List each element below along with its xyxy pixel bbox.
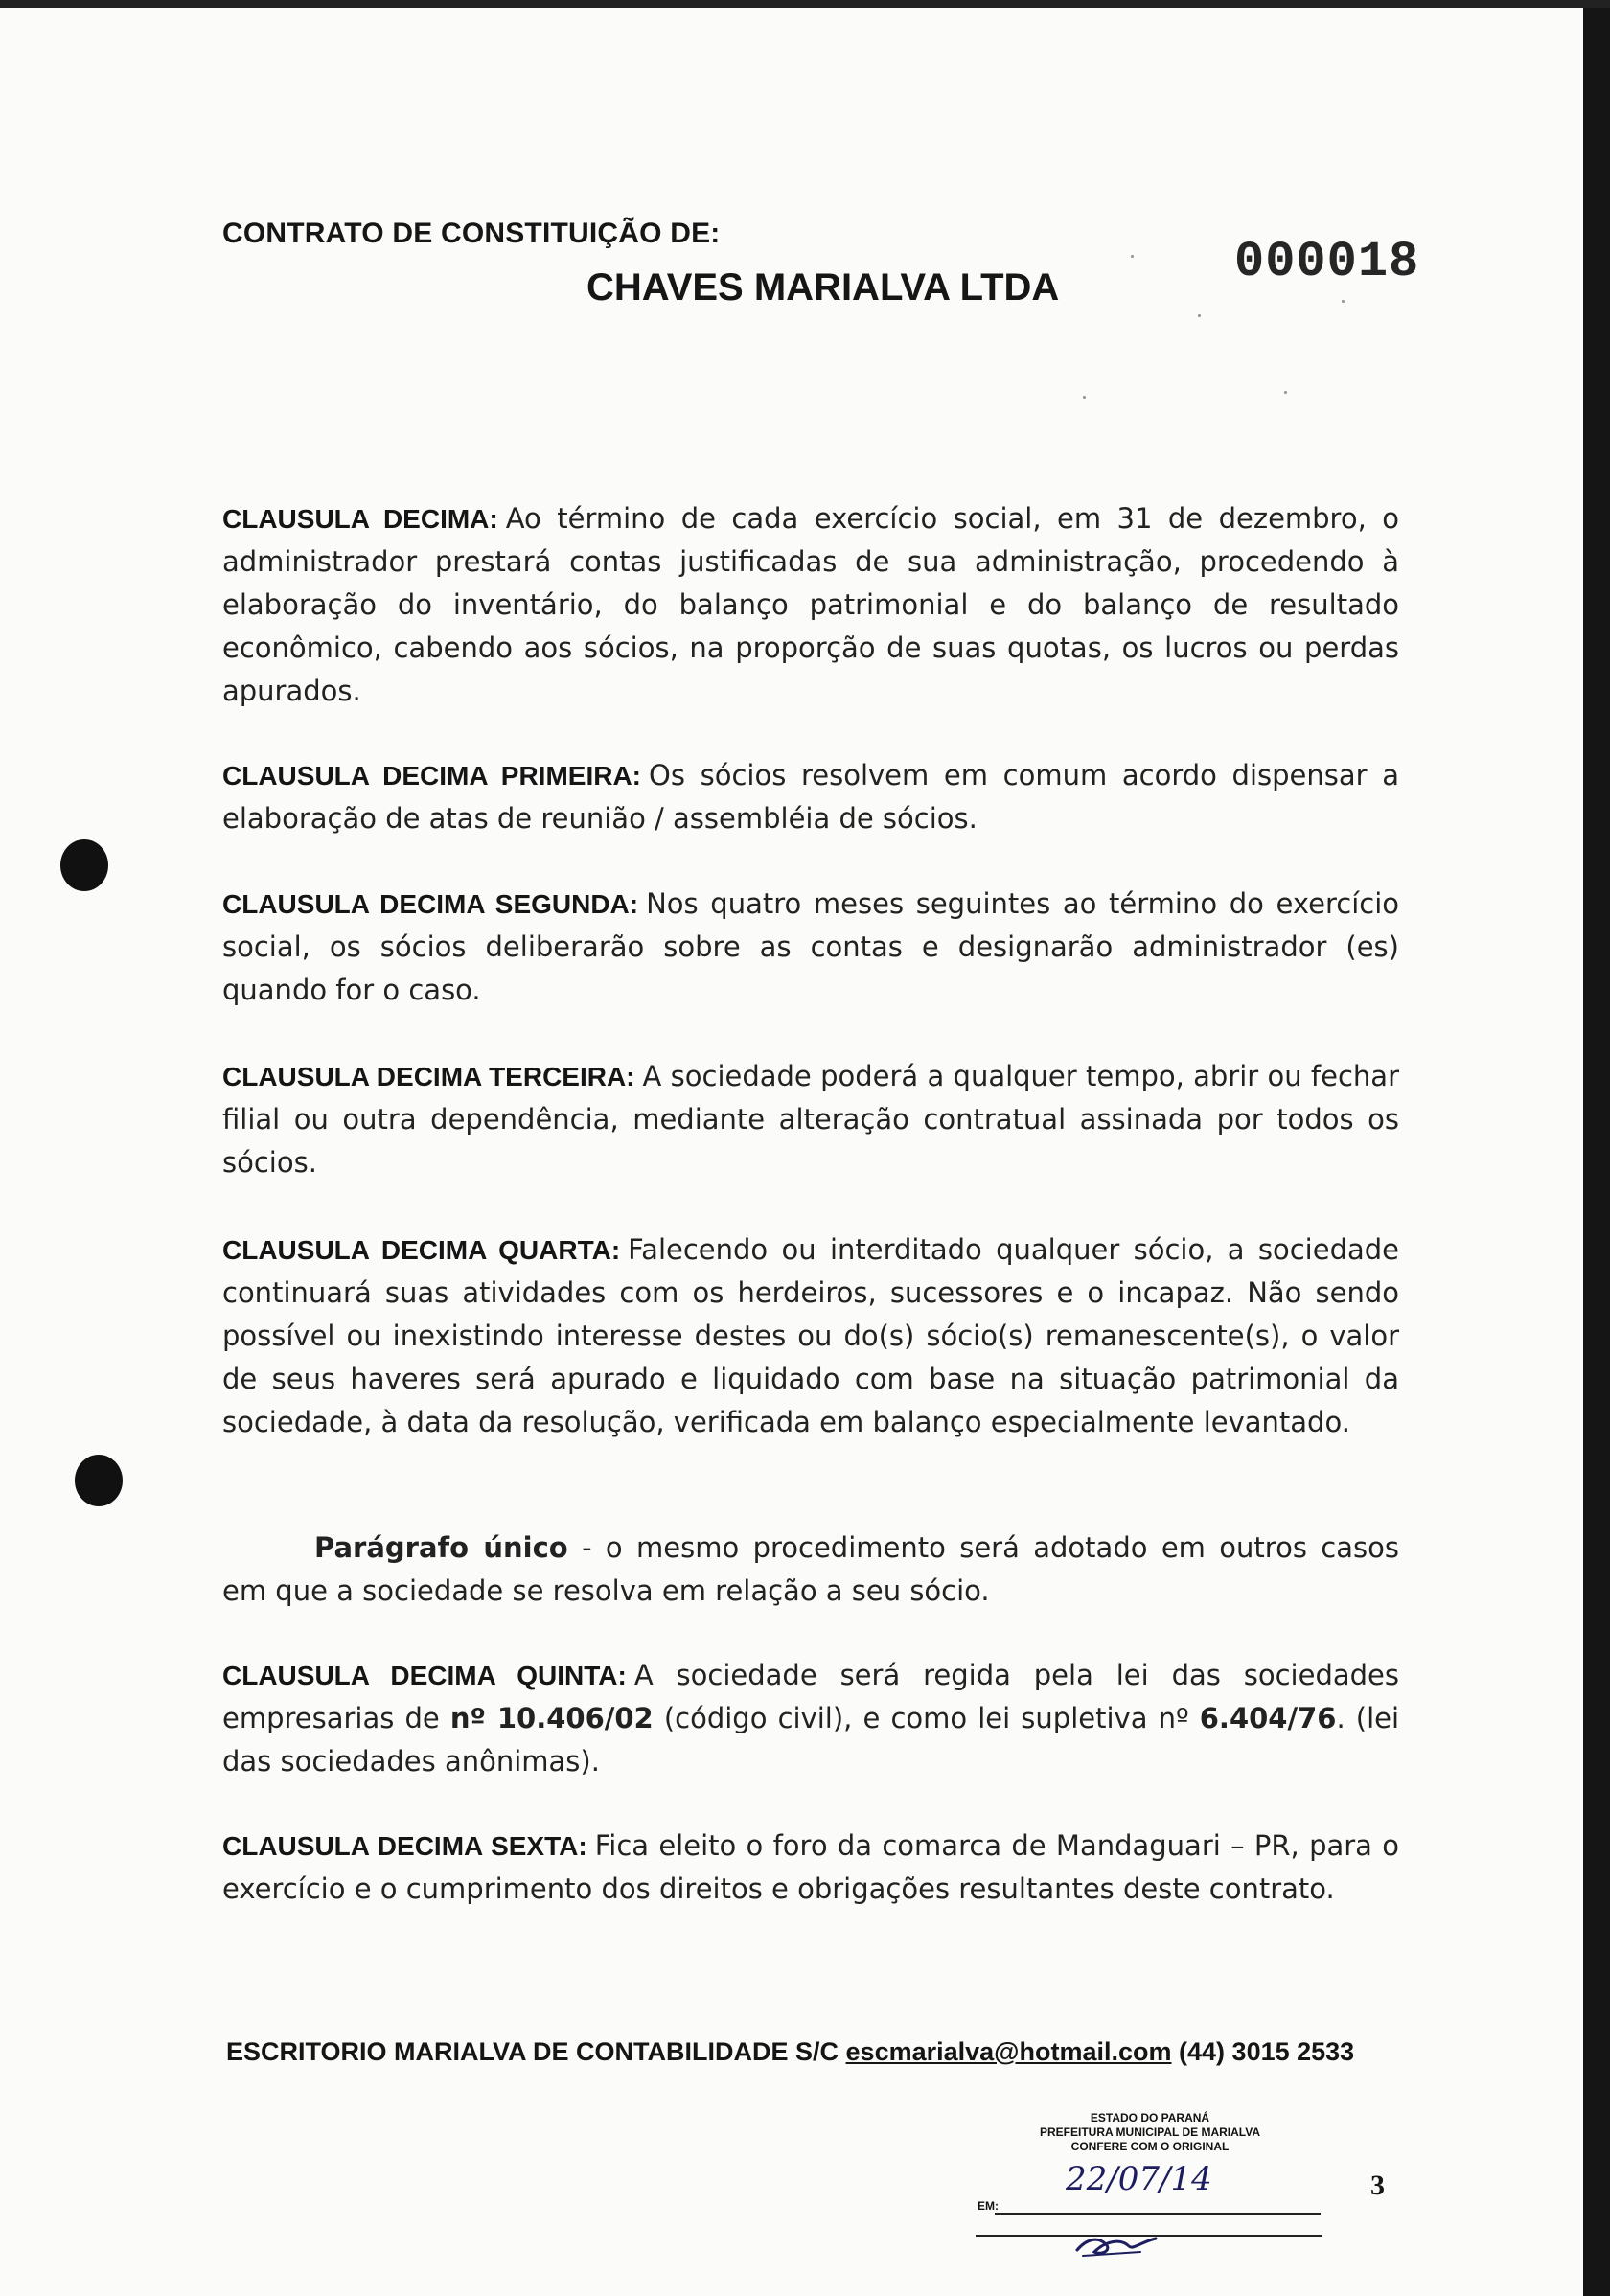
office-email: escmarialva@hotmail.com [845,2037,1172,2066]
clause-title: CLAUSULA DECIMA TERCEIRA: [222,1062,635,1091]
company-name: CHAVES MARIALVA LTDA [586,266,1060,309]
punch-hole [75,1455,123,1506]
clause-text: Os sócios resolvem em comum acordo dispensar a elaboração de atas de reunião / assembléia de sócios. [222,759,1399,835]
clause-text: A sociedade será regida pela lei das sociedades empresarias de [222,1659,1399,1734]
stamp-confere: CONFERE COM O ORIGINAL [1070,2140,1230,2153]
clause-decima-terceira [222,1055,1399,1184]
law-reference: 6.404/76 [1199,1702,1337,1734]
clause-decima-quarta [222,1228,1399,1444]
scan-speck [1342,300,1345,303]
stamp-signature-line [976,2235,1322,2237]
page-number: 3 [1370,2170,1385,2201]
office-name: ESCRITORIO MARIALVA DE CONTABILIDADE S/C [226,2037,840,2066]
clause-text: A sociedade poderá a qualquer tempo, abrir ou fechar filial ou outra dependência, mediante alteração contratual assinada por todos os sócios. [222,1060,1399,1179]
stamp-handwritten-date: 22/07/14 [1066,2160,1212,2198]
document-number: 000018 [1234,234,1420,290]
paragraph-title: Parágrafo único [314,1531,568,1564]
punch-hole [60,839,108,891]
scan-speck [1083,396,1086,399]
clause-title: CLAUSULA DECIMA QUINTA: [222,1661,627,1690]
scan-border [0,0,1610,8]
clause-title: CLAUSULA DECIMA SEGUNDA: [222,889,639,919]
clause-text: Ao término de cada exercício social, em 31 de dezembro, o administrador prestará contas justificadas de sua administração, procedendo à elaboração do inventário, do balanço patrimonial e do balanço de resultado econômico, cabendo aos sócios, na proporção de suas quotas, os lucros ou perdas apurados. [222,502,1399,707]
stamp-date-line [995,2213,1321,2215]
scan-speck [1131,255,1134,258]
stamp-prefecture: PREFEITURA MUNICIPAL DE MARIALVA [1040,2125,1260,2139]
clause-title: CLAUSULA DECIMA QUARTA: [222,1235,621,1265]
clause-title: CLAUSULA DECIMA PRIMEIRA: [222,761,642,791]
stamp-em-label: EM: [978,2199,999,2213]
scan-border [1583,0,1610,2296]
clause-text: Fica eleito o foro da comarca de Mandaguari – PR, para o exercício e o cumprimento dos direitos e obrigações resultantes deste contrato. [222,1829,1399,1905]
stamp-state: ESTADO DO PARANÁ [1090,2111,1210,2124]
paragraph-text: - o mesmo procedimento será adotado em outros casos em que a sociedade se resolva em relação a seu sócio. [222,1531,1399,1607]
stamp-date-row [978,2160,1322,2216]
clause-text: (código civil), e como lei supletiva nº [663,1702,1189,1734]
clause-decima [222,497,1399,713]
clause-title: CLAUSULA DECIMA SEXTA: [222,1831,587,1861]
paragrafo-unico [222,1527,1399,1613]
clause-decima-quinta [222,1654,1399,1783]
office-phone: (44) 3015 2533 [1179,2037,1355,2066]
clause-text: Falecendo ou interditado qualquer sócio, a sociedade continuará suas atividades com os herdeiros, sucessores e o incapaz. Não sendo possível ou inexistindo interesse destes ou do(s) sócio(s) remanescente(s), o valor de seus haveres será apurado e liquidado com base na situação patrimonial da sociedade, à data da resolução, verificada em balanço especialmente levantado. [222,1233,1399,1438]
scan-speck [1198,314,1201,317]
clause-decima-sexta [222,1825,1399,1911]
clause-text: Nos quatro meses seguintes ao término do exercício social, os sócios deliberarão sobre as contas e designarão administrador (es) quando for o caso. [222,887,1399,1006]
scan-speck [1284,391,1287,394]
clause-decima-primeira [222,754,1399,840]
office-footer [226,2037,1386,2067]
clause-text: . (lei das sociedades anônimas). [222,1702,1400,1778]
document-label: CONTRATO DE CONSTITUIÇÃO DE: [222,218,721,249]
document-page [0,8,1583,2296]
certification-stamp [978,2111,1322,2213]
clause-title: CLAUSULA DECIMA: [222,504,498,534]
law-reference: nº 10.406/02 [449,1702,654,1734]
clause-decima-segunda [222,883,1399,1012]
